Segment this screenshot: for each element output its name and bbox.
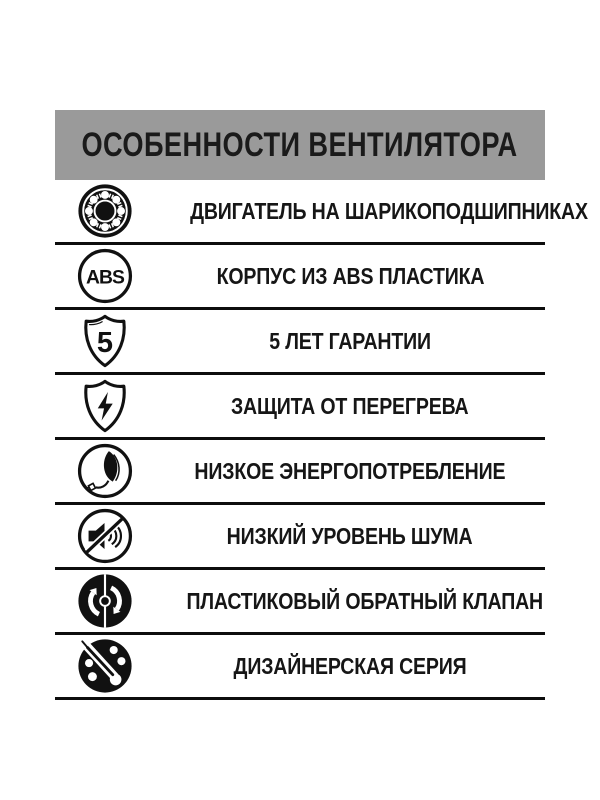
overheat-protection-icon [55, 377, 155, 435]
feature-row [55, 375, 545, 440]
eco-leaf-icon [55, 442, 155, 500]
feature-row [55, 440, 545, 505]
features-header [55, 110, 545, 180]
page-title: ОСОБЕННОСТИ ВЕНТИЛЯТОРА [81, 125, 519, 164]
feature-row [55, 635, 545, 700]
feature-label: НИЗКИЙ УРОВЕНЬ ШУМА [227, 522, 473, 549]
feature-label: ПЛАСТИКОВЫЙ ОБРАТНЫЙ КЛАПАН [186, 587, 543, 614]
feature-row [55, 180, 588, 245]
abs-plastic-icon [55, 247, 155, 305]
feature-row [55, 310, 545, 375]
check-valve-icon [55, 572, 155, 630]
feature-label: ДВИГАТЕЛЬ НА ШАРИКОПОДШИПНИКАХ [190, 197, 588, 224]
feature-label: НИЗКОЕ ЭНЕРГОПОТРЕБЛЕНИЕ [194, 457, 506, 484]
no-noise-icon [55, 507, 155, 565]
feature-label: ЗАЩИТА ОТ ПЕРЕГРЕВА [231, 392, 469, 419]
features-content [55, 110, 588, 700]
warranty-shield-icon [55, 312, 155, 370]
feature-label: ДИЗАЙНЕРСКАЯ СЕРИЯ [233, 652, 467, 679]
design-series-icon [55, 637, 155, 695]
ball-bearing-icon [55, 182, 155, 240]
feature-row [55, 245, 545, 310]
feature-row [55, 505, 545, 570]
feature-row [55, 570, 545, 635]
feature-label: 5 ЛЕТ ГАРАНТИИ [269, 327, 431, 354]
feature-label: КОРПУС ИЗ ABS ПЛАСТИКА [216, 262, 484, 289]
svg-text:5: 5 [96, 327, 114, 360]
svg-text:ABS: ABS [86, 267, 124, 289]
